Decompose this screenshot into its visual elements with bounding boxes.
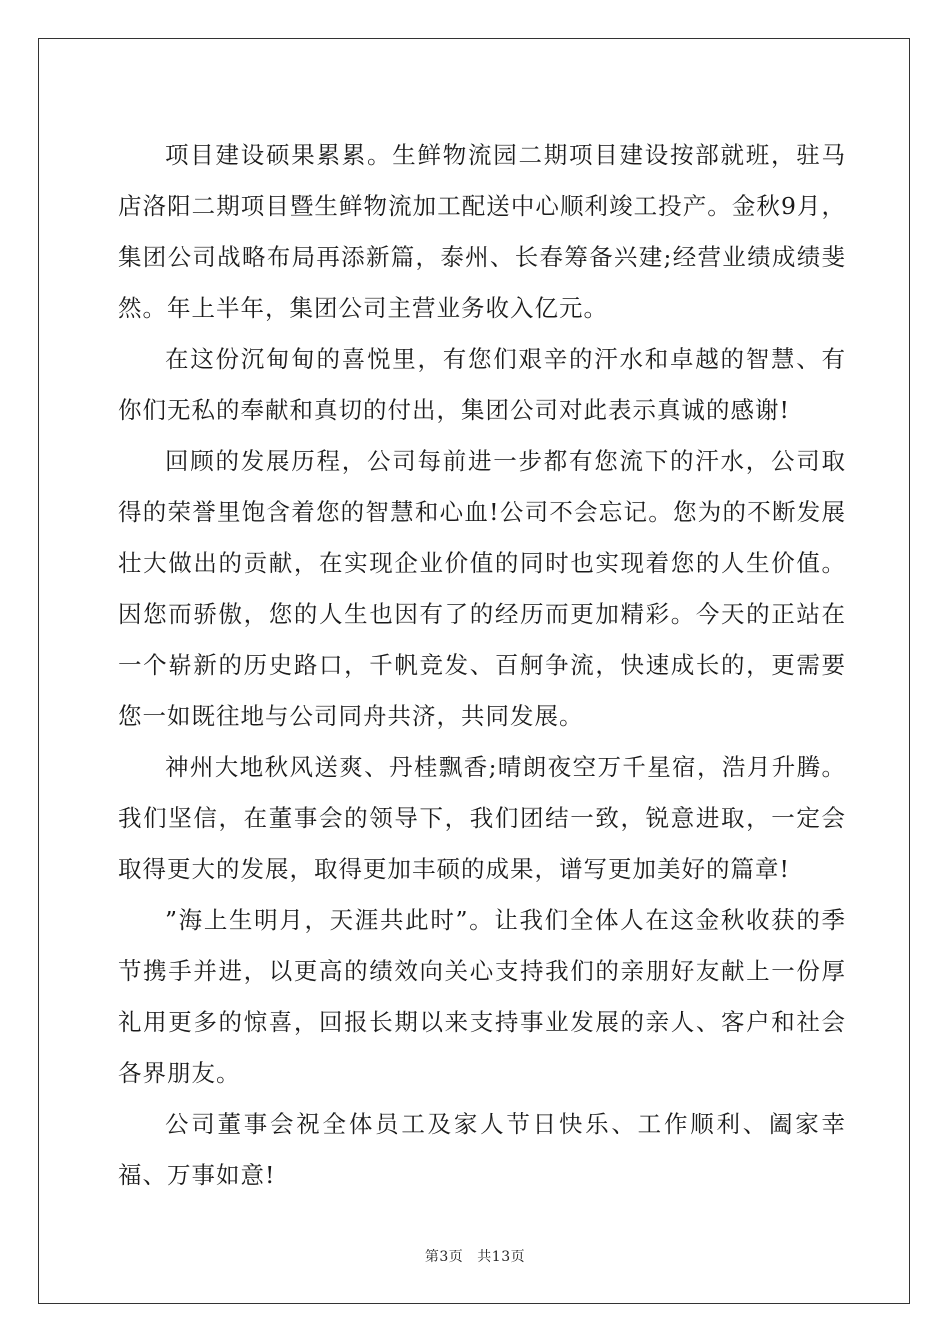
paragraph-project-construction: 项目建设硕果累累。生鲜物流园二期项目建设按部就班，驻马店洛阳二期项目暨生鲜物流加工配送中心顺利竣工投产。金秋9月，集团公司战略布局再添新篇，泰州、长春筹备兴建;经营业绩成绩斐然。年上半年，集团公司主营业务收入亿元。: [118, 141, 846, 322]
paragraph-gratitude: 在这份沉甸甸的喜悦里，有您们艰辛的汗水和卓越的智慧、有你们无私的奉献和真切的付出，集团公司对此表示真诚的感谢!: [118, 345, 846, 424]
paragraph-moon-poem: ”海上生明月，天涯共此时”。让我们全体人在这金秋收获的季节携手并进，以更高的绩效向关心支持我们的亲朋好友献上一份厚礼用更多的惊喜，回报长期以来支持事业发展的亲人、客户和社会各界朋友。: [118, 906, 846, 1087]
paragraph-review-history: 回顾的发展历程，公司每前进一步都有您流下的汗水，公司取得的荣誉里饱含着您的智慧和心血!公司不会忘记。您为的不断发展壮大做出的贡献，在实现企业价值的同时也实现着您的人生价值。因您而骄傲，您的人生也因有了的经历而更加精彩。今天的正站在一个崭新的历史路口，千帆竞发、百舸争流，快速成长的，更需要您一如既往地与公司同舟共济，共同发展。: [118, 447, 846, 730]
current-page-number: 第3页: [424, 1249, 464, 1265]
total-page-count: 共13页: [477, 1249, 526, 1265]
paragraph-autumn-confidence: 神州大地秋风送爽、丹桂飘香;晴朗夜空万千星宿，浩月升腾。我们坚信，在董事会的领导下，我们团结一致，锐意进取，一定会取得更大的发展，取得更加丰硕的成果，谱写更加美好的篇章!: [118, 753, 846, 883]
document-body: [118, 130, 846, 1201]
page-footer: [0, 1246, 950, 1266]
paragraph-board-wishes: 公司董事会祝全体员工及家人节日快乐、工作顺利、阖家幸福、万事如意!: [118, 1110, 846, 1189]
